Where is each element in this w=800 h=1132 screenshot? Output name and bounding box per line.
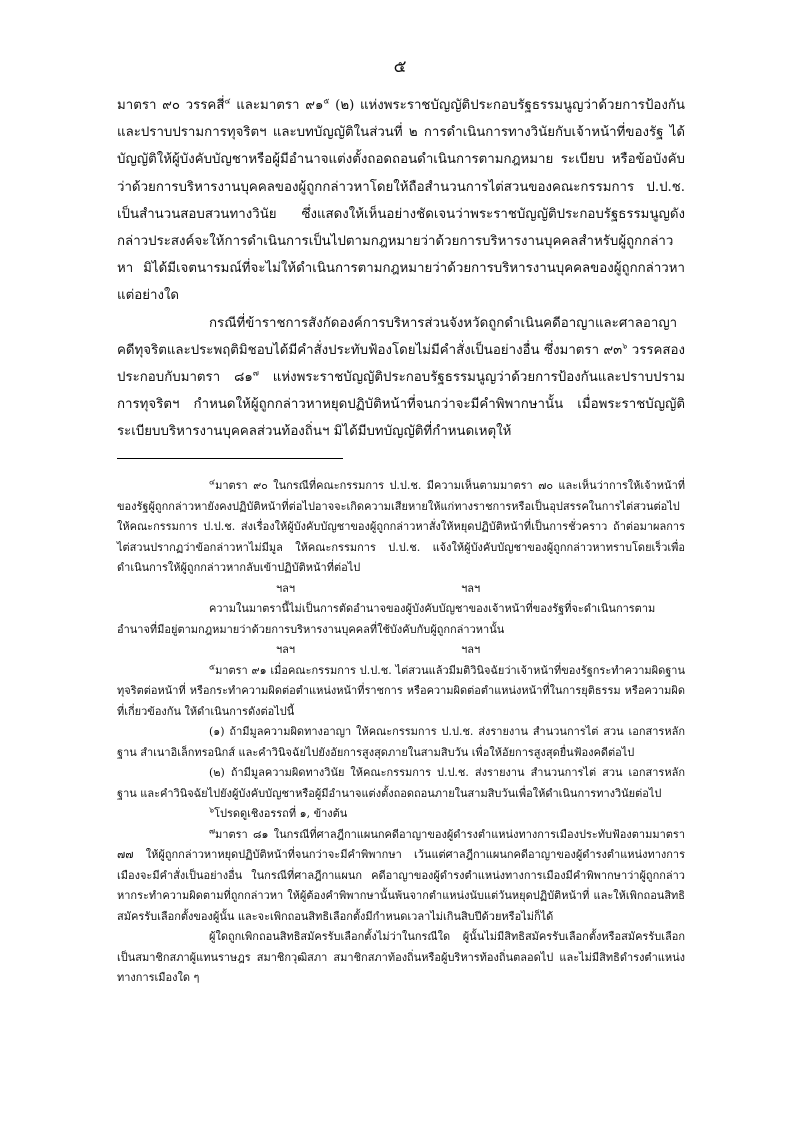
para1-text-b: และมาตรา ๙๑ bbox=[230, 98, 324, 113]
footnote-mark-7: ๗ bbox=[209, 825, 216, 835]
ellipsis: ฯลฯ bbox=[276, 643, 296, 656]
footnote-5-item-1: (๑) ถ้ามีมูลความผิดทางอาญา ให้คณะกรรมการ ป.ป.ช. ส่งรายงาน สำนวนการไต่ สวน เอกสารหลักฐาน สำเนาอิเล็กทรอนิกส์ และคำวินิจฉัยไปยังอัยการสูงสุดภายในสามสิบวัน เพื่อให้อัยการสูงสุดยื่นฟ้องคดีต่อไป bbox=[117, 725, 685, 759]
footnote-7 bbox=[117, 825, 685, 928]
para1-text-c: (๒) แห่งพระราชบัญญัติประกอบรัฐธรรมนูญว่าด้วยการป้องกันและปราบปรามการทุจริตฯ และบทบัญญัติในส่วนที่ ๒ การดำเนินการทางวินัยกับเจ้าหน้าที่ของรัฐ ได้บัญญัติให้ผู้บังคับบัญชาหรือผู้มีอำนาจแต่งตั้งถอดถอนดำเนินการตามกฎหมาย ระเบียบ หรือข้อบังคับว่าด้วยการบริหารงานบุคคลของผู้ถูกกล่าวหาโดยให้ถือสำนวนการไต่สวนของคณะกรรมการ ป.ป.ช. เป็นสำนวนสอบสวนทางวินัย ซึ่งแสดงให้เห็นอย่างชัดเจนว่าพระราชบัญญัติประกอบรัฐธรรมนูญดังกล่าวประสงค์จะให้การดำเนินการเป็นไปตามกฎหมายว่าด้วยการบริหารงานบุคคลสำหรับผู้ถูกกล่าวหา มิได้มีเจตนารมณ์ที่จะไม่ให้ดำเนินการตามกฎหมายว่าด้วยการบริหารงานบุคคลของผู้ถูกกล่าวหาแต่อย่างใด bbox=[117, 98, 686, 304]
footnote-ref-6: ๖ bbox=[622, 341, 628, 351]
para2-text-a: กรณีที่ข้าราชการสังกัดองค์การบริหารส่วนจังหวัดถูกดำเนินคดีอาญาและศาลอาญาคดีทุจริตและประพฤติมิชอบได้มีคำสั่งประทับฟ้องโดยไม่มีคำสั่งเป็นอย่างอื่น ซึ่งมาตรา ๙๓ bbox=[117, 315, 678, 358]
paragraph-1 bbox=[117, 92, 685, 310]
ellipsis: ฯลฯ bbox=[461, 643, 481, 656]
footnote-4-continued: ความในมาตรานี้ไม่เป็นการตัดอำนาจของผู้บังคับบัญชาของเจ้าหน้าที่ของรัฐที่จะดำเนินการตามอำนาจที่มีอยู่ตามกฎหมายว่าด้วยการบริหารงานบุคคลที่ใช้บังคับกับผู้ถูกกล่าวหานั้น bbox=[117, 602, 656, 636]
ellipsis: ฯลฯ bbox=[461, 581, 481, 595]
footnote-6 bbox=[117, 804, 685, 825]
footnote-divider bbox=[117, 458, 343, 459]
page-number: ๕ bbox=[393, 57, 407, 77]
main-text bbox=[117, 92, 685, 446]
footnote-ref-7: ๗ bbox=[252, 368, 259, 378]
footnote-mark-4: ๔ bbox=[209, 477, 216, 487]
para2-text-c: แห่งพระราชบัญญัติประกอบรัฐธรรมนูญว่าด้วยการป้องกันและปราบปรามการทุจริตฯ กำหนดให้ผู้ถูกกล่าวหาหยุดปฏิบัติหน้าที่จนกว่าจะมีคำพิพากษานั้น เมื่อพระราชบัญญัติระเบียบบริหารงานบุคคลส่วนท้องถิ่นฯ มิได้มีบทบัญญัติที่กำหนดเหตุให้ bbox=[117, 370, 685, 440]
ellipsis: ฯลฯ bbox=[276, 581, 296, 595]
footnote-ref-4: ๔ bbox=[224, 96, 231, 106]
footnote-7-continued: ผู้ใดถูกเพิกถอนสิทธิสมัครรับเลือกตั้งไม่ว่าในกรณีใด ผู้นั้นไม่มีสิทธิสมัครรับเลือกตั้งหรือสมัครรับเลือกเป็นสมาชิกสภาผู้แทนราษฎร สมาชิกวุฒิสภา สมาชิกสภาท้องถิ่นหรือผู้บริหารท้องถิ่นตลอดไป และไม่มีสิทธิดำรงตำแหน่งทางการเมืองใด ๆ bbox=[117, 930, 685, 984]
ellipsis-row-1 bbox=[117, 579, 685, 600]
footnote-6-text: โปรดดูเชิงอรรถที่ ๑, ข้างต้น bbox=[214, 807, 348, 820]
footnote-4-text: มาตรา ๙๐ ในกรณีที่คณะกรรมการ ป.ป.ช. มีความเห็นตามมาตรา ๗๐ และเห็นว่าการให้เจ้าหน้าที่ของรัฐผู้ถูกกล่าวหายังคงปฏิบัติหน้าที่ต่อไปอาจจะเกิดความเสียหายให้แก่ทางราชการหรือเป็นอุปสรรคในการไต่สวนต่อไป ให้คณะกรรมการ ป.ป.ช. ส่งเรื่องให้ผู้บังคับบัญชาของผู้ถูกกล่าวหาสั่งให้หยุดปฏิบัติหน้าที่เป็นการชั่วคราว ถ้าต่อมาผลการไต่สวนปรากฏว่าข้อกล่าวหาไม่มีมูล ให้คณะกรรมการ ป.ป.ช. แจ้งให้ผู้บังคับบัญชาของผู้ถูกกล่าวหาทราบโดยเร็วเพื่อดำเนินการให้ผู้ถูกกล่าวหากลับเข้าปฏิบัติหน้าที่ต่อไป bbox=[117, 479, 685, 574]
footnote-ref-5: ๕ bbox=[323, 96, 330, 106]
footnote-5 bbox=[117, 661, 685, 723]
footnote-7-text: มาตรา ๘๑ ในกรณีที่ศาลฎีกาแผนกคดีอาญาของผู้ดำรงตำแหน่งทางการเมืองประทับฟ้องตามมาตรา ๗๗ ให้ผู้ถูกกล่าวหาหยุดปฏิบัติหน้าที่จนกว่าจะมีคำพิพากษา เว้นแต่ศาลฎีกาแผนกคดีอาญาของผู้ดำรงตำแหน่งทางการเมืองจะมีคำสั่งเป็นอย่างอื่น ในกรณีที่ศาลฎีกาแผนก คดีอาญาของผู้ดำรงตำแหน่งทางการเมืองมีคำพิพากษาว่าผู้ถูกกล่าวหากระทำความผิดตามที่ถูกกล่าวหา ให้ผู้ต้องคำพิพากษานั้นพ้นจากตำแหน่งนับแต่วันหยุดปฏิบัติหน้าที่ และให้เพิกถอนสิทธิสมัครรับเลือกตั้งของผู้นั้น และจะเพิกถอนสิทธิเลือกตั้งมีกำหนดเวลาไม่เกินสิบปีด้วยหรือไม่ก็ได้ bbox=[117, 827, 685, 923]
ellipsis-row-2 bbox=[117, 640, 685, 661]
footnote-4 bbox=[117, 476, 685, 579]
footnote-5-text: มาตรา ๙๑ เมื่อคณะกรรมการ ป.ป.ช. ไต่สวนแล้วมีมติวินิจฉัยว่าเจ้าหน้าที่ของรัฐกระทำความผิดฐานทุจริตต่อหน้าที่ หรือกระทำความผิดต่อตำแหน่งหน้าที่ราชการ หรือความผิดต่อตำแหน่งหน้าที่ในการยุติธรรม หรือความผิดที่เกี่ยวข้องกัน ให้ดำเนินการดังต่อไปนี้ bbox=[117, 663, 685, 718]
footnote-mark-5: ๕ bbox=[209, 661, 216, 671]
footnote-5-item-2: (๒) ถ้ามีมูลความผิดทางวินัย ให้คณะกรรมการ ป.ป.ช. ส่งรายงาน สำนวนการไต่ สวน เอกสารหลักฐาน และคำวินิจฉัยไปยังผู้บังคับบัญชาหรือผู้มีอำนาจแต่งตั้งถอดถอนภายในสามสิบวันเพื่อให้ดำเนินการทางวินัยต่อไป bbox=[117, 766, 685, 800]
para1-text-a: มาตรา ๙๐ วรรคสี่ bbox=[117, 98, 225, 113]
footnotes bbox=[117, 476, 685, 989]
para2-text-b: วรรคสอง ประกอบกับมาตรา ๘๑ bbox=[117, 342, 685, 386]
footnote-mark-6: ๖ bbox=[209, 805, 215, 815]
paragraph-2 bbox=[117, 310, 685, 446]
